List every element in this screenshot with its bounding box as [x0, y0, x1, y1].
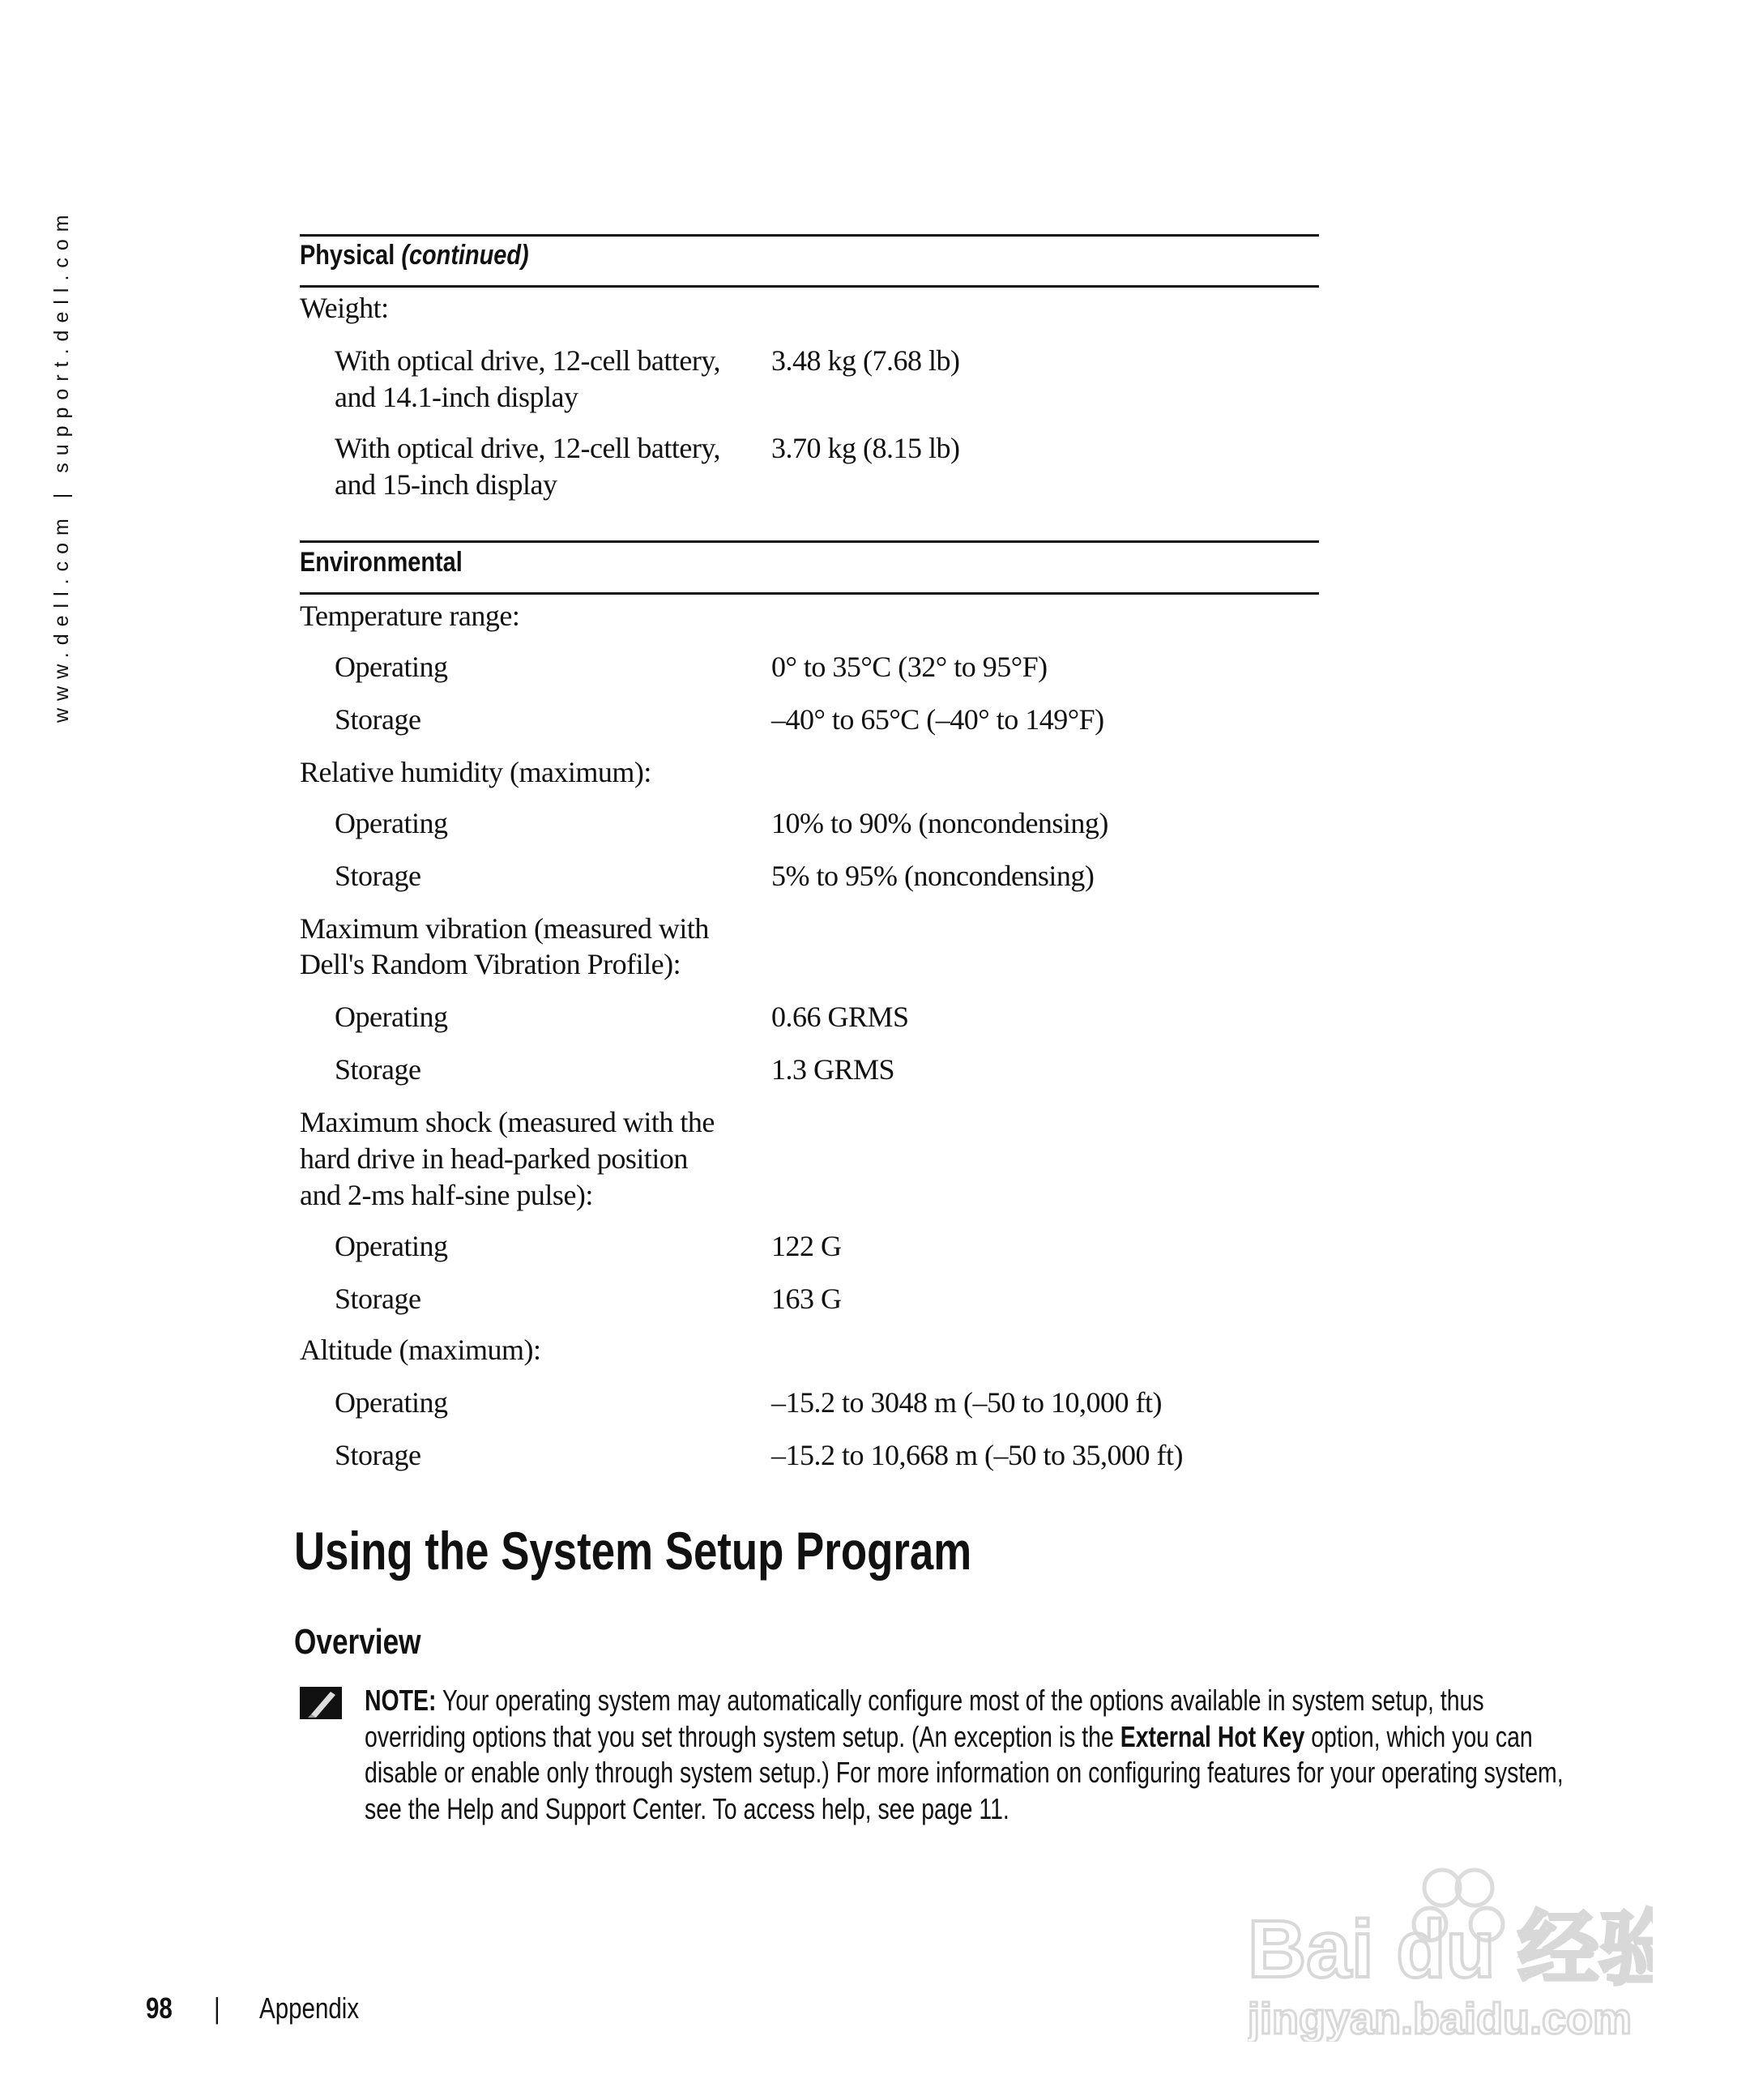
row-label: and 15-inch display: [335, 468, 557, 501]
row-label: Operating: [335, 807, 448, 839]
row-value: 10% to 90% (noncondensing): [771, 807, 1108, 839]
note-body: Your operating system may automatically configure most of the options available in system setup, thus overriding options that you set through system setup. (An exception is the: [365, 1684, 1484, 1753]
subheading: Overview: [294, 1622, 421, 1662]
row-value: –15.2 to 10,668 m (–50 to 35,000 ft): [771, 1439, 1183, 1471]
row-value: –15.2 to 3048 m (–50 to 10,000 ft): [771, 1386, 1162, 1419]
row-value: 1.3 GRMS: [771, 1053, 895, 1086]
row-value: 0.66 GRMS: [771, 1001, 909, 1033]
row-value: 163 G: [771, 1283, 842, 1315]
row-label: Storage: [335, 860, 421, 892]
table-rule: [300, 234, 1319, 237]
row-label: Maximum shock (measured with the: [300, 1106, 715, 1138]
note-label: NOTE:: [365, 1684, 437, 1717]
row-label: Altitude (maximum):: [300, 1334, 541, 1366]
section-header-physical: [300, 240, 529, 271]
row-label: Maximum vibration (measured with: [300, 912, 709, 945]
page-heading: Using the System Setup Program: [294, 1521, 972, 1581]
row-label: hard drive in head-parked position: [300, 1142, 688, 1175]
row-value: 3.48 kg (7.68 lb): [771, 344, 960, 377]
row-value: –40° to 65°C (–40° to 149°F): [771, 703, 1104, 736]
note-body: option, which you can disable or enable only through system setup.) For more information on configuring features for your operating system, see the Help and Support Center. To access help, see page 11.: [365, 1719, 1564, 1825]
section-title: Physical: [300, 240, 395, 271]
row-label: Storage: [335, 703, 421, 736]
row-label: With optical drive, 12-cell battery,: [335, 432, 721, 464]
page-number: 98: [146, 1991, 173, 2025]
row-label: With optical drive, 12-cell battery,: [335, 344, 721, 377]
section-header-environmental: Environmental: [300, 547, 463, 578]
svg-text:Bai du 经验: Bai du 经验: [1248, 1904, 1653, 1995]
baidu-watermark: [1248, 1855, 1653, 2046]
row-label: Storage: [335, 1053, 421, 1086]
side-url-text: www.dell.com | support.dell.com: [50, 207, 73, 723]
row-label: Operating: [335, 1001, 448, 1033]
row-label: Storage: [335, 1283, 421, 1315]
table-rule: [300, 285, 1319, 288]
note-pencil-icon: [300, 1687, 342, 1719]
row-value: 0° to 35°C (32° to 95°F): [771, 651, 1048, 683]
row-label: and 14.1-inch display: [335, 381, 578, 413]
row-label: Temperature range:: [300, 600, 520, 632]
note-text: [365, 1683, 1581, 1827]
footer-separator: |: [214, 1991, 220, 2025]
row-label: Operating: [335, 1386, 448, 1419]
svg-text:jingyan.baidu.com: jingyan.baidu.com: [1248, 1995, 1633, 2042]
row-label: Weight:: [300, 292, 389, 324]
row-value: 5% to 95% (noncondensing): [771, 860, 1095, 892]
section-title-suffix: (continued): [401, 240, 529, 271]
row-value: 122 G: [771, 1230, 842, 1262]
footer-section: Appendix: [259, 1991, 360, 2025]
row-label: Operating: [335, 651, 448, 683]
row-label: and 2-ms half-sine pulse):: [300, 1179, 593, 1211]
row-label: Operating: [335, 1230, 448, 1262]
row-value: 3.70 kg (8.15 lb): [771, 432, 960, 464]
table-rule: [300, 540, 1319, 543]
note-bold-term: External Hot Key: [1120, 1719, 1305, 1753]
row-label: Dell's Random Vibration Profile):: [300, 948, 681, 980]
row-label: Storage: [335, 1439, 421, 1471]
table-rule: [300, 592, 1319, 595]
row-label: Relative humidity (maximum):: [300, 756, 651, 788]
baidu-paw-icon: [1248, 1855, 1653, 2042]
